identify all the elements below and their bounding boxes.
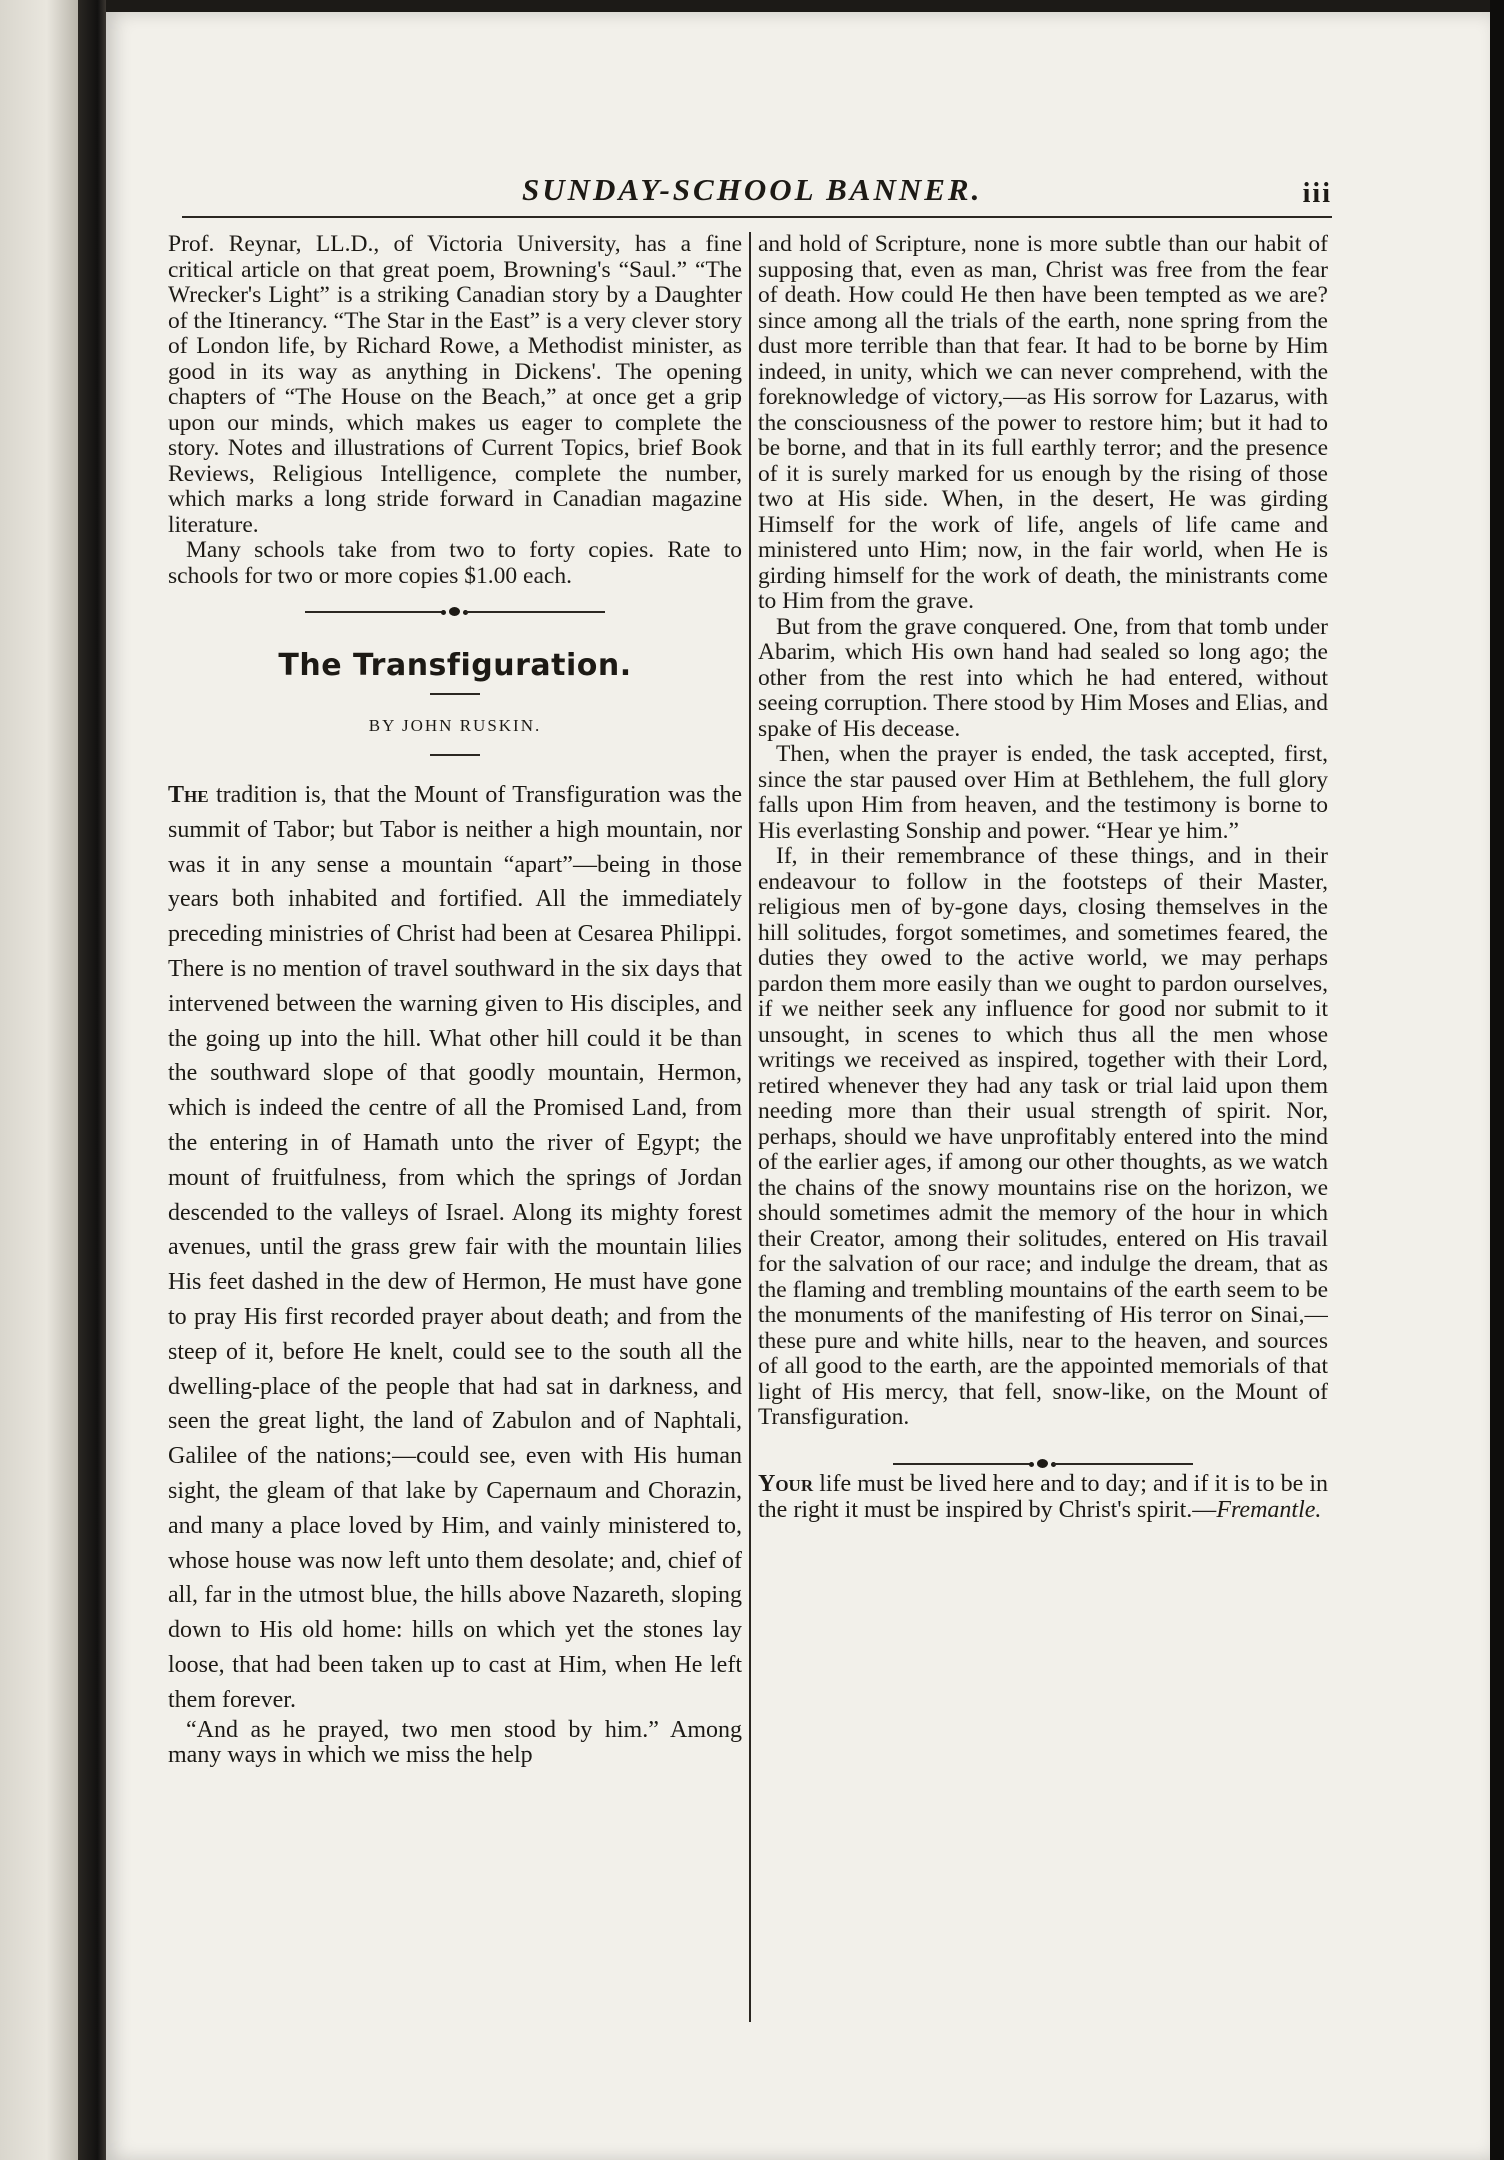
page-number: iii	[1302, 178, 1332, 209]
ornament-dot	[449, 607, 460, 616]
article-paragraph: If, in their remembrance of these things, and in their endeavour to follow in the footsteps of their Master, religious men of by-gone days, closing themselves in the hill solitudes, forgot sometimes, and sometimes feared, the duties they owed to the active world, we may perhaps pardon them more easily than we ought to pardon ourselves, if we neither seek any influence for good nor submit to it unsought, in scenes to which thus all the men whose writings we received as inspired, together with their Lord, retired whenever they had any task or trial laid upon them needing more than their usual strength of spirit. Nor, perhaps, should we have unprofitably entered into the mind of the earlier ages, if among our other thoughts, as we watch the chains of the snowy mountains rise on the horizon, we should sometimes admit the memory of the hour in which their Creator, among their solitudes, entered on His travail for the salvation of our race; and indulge the dream, that as the flaming and trembling mountains of the earth seem to be the monuments of the manifesting of His terror on Sinai,—these pure and white hills, near to the heaven, and sources of all good to the earth, are the appointed memorials of that light of His mercy, that fell, snow-like, on the Mount of Transfiguration.	[758, 843, 1328, 1430]
article-paragraph: and hold of Scripture, none is more subtle than our habit of supposing that, even as man, Christ was free from the fear of death. How could He then have been tempted as we are? since among all the trials of the earth, none spring from the dust more terrible than that fear. It had to be borne by Him indeed, in unity, which we can never comprehend, with the foreknowledge of victory,—as His sorrow for Lazarus, with the consciousness of the power to restore him; but it had to be borne, and that in its full earthly terror; and the presence of it is surely marked for us enough by the rising of those two at His side. When, in the desert, He was girding Himself for the work of life, angels of life came and ministered unto Him; now, in the fair world, when He is girding himself for the work of death, the ministrants come to Him from the grave.	[758, 232, 1328, 614]
right-column	[758, 232, 1328, 2052]
column-rule	[749, 232, 751, 2022]
article-paragraph: But from the grave conquered. One, from that tomb under Abarim, which His own hand had sealed so long ago; the other from the rest into which he had entered, without seeing corruption. There stood by Him Moses and Elias, and spake of His decease.	[758, 613, 1328, 742]
title-rule	[430, 693, 480, 695]
section-ornament	[893, 1457, 1193, 1471]
byline-rule	[430, 754, 480, 756]
ornament-line-right	[1053, 1463, 1193, 1465]
byline: BY JOHN RUSKIN.	[368, 715, 542, 735]
ornament-dot	[1037, 1459, 1048, 1468]
page-edge-shadow	[1490, 0, 1504, 2160]
closing-text: life must be lived here and to day; and if it is to be in the right it must be inspired by Christ's spirit.—	[758, 1470, 1328, 1523]
ornament-line-left	[893, 1463, 1033, 1465]
ornament-dot-small	[441, 610, 446, 615]
ornament-line-left	[305, 611, 445, 613]
lead-word: The	[168, 782, 209, 808]
closing-attribution: Fremantle.	[1216, 1496, 1322, 1523]
article-paragraph-text: tradition is, that the Mount of Transfiguration was the summit of Tabor; but Tabor is neither a high mountain, nor was it in any sense a mountain “apart”—being in those years both inhabited and fortified. All the immediately preceding ministries of Christ had been at Cesarea Philippi. There is no mention of travel southward in the six days that intervened between the warning given to His disciples, and the going up into the hill. What other hill could it be than the southward slope of that goodly mountain, Hermon, which is indeed the centre of all the Promised Land, from the entering in of Hamath unto the river of Egypt;	[168, 782, 742, 1156]
article-paragraph: “And as he prayed, two men stood by him.” Among many ways in which we miss the help	[168, 1716, 742, 1768]
book-gutter	[78, 0, 106, 2160]
article-paragraph-text: the mount of fruitfulness, from which the springs of Jordan descended to the valleys of Israel. Along its mighty forest avenues, until the grass grew fair with the mountain lilies His feet dashed in the dew of Hermon, He must have gone to pray His first recorded prayer about death; and from the steep of it, before He knelt, could see to the south all the dwelling-place of the people that had sat in darkness, and seen the great light, the land of Zabulon and of Naphtali, Galilee of the nations;—could see, even with His human sight, the gleam of that lake by Capernaum and Chorazin, and many a place loved by Him, and vainly ministered to, whose house was now left unto them desolate; and, chief of all, far in the utmost blue, the hills above Nazareth, sloping down to His old home: hills on which yet the stones lay loose, that had been taken up to cast at Him, when He left them forever.	[168, 1129, 742, 1713]
left-column	[168, 232, 742, 2052]
rate-paragraph: Many schools take from two to forty copies. Rate to schools for two or more copies $1.00 each.	[168, 537, 742, 589]
closing-quote	[758, 1471, 1328, 1523]
article-paragraph: Then, when the prayer is ended, the task accepted, first, since the star paused over Him at Bethlehem, the full glory falls upon Him from heaven, and the testimony is borne to His everlasting Sonship and power. “Hear ye him.”	[758, 741, 1328, 844]
article-title: The Transfiguration.	[278, 648, 632, 683]
article-paragraph	[168, 778, 742, 1718]
running-title: SUNDAY-SCHOOL BANNER.	[522, 172, 983, 207]
closing-lead-word: Your	[758, 1470, 814, 1497]
ornament-line-right	[465, 611, 605, 613]
section-ornament	[305, 605, 605, 619]
ornament-dot-small	[1029, 1462, 1034, 1467]
intro-paragraph: Prof. Reynar, LL.D., of Victoria University, has a fine critical article on that great poem, Browning's “Saul.” “The Wrecker's Light” is a striking Canadian story by a Daughter of the Itinerancy. “The Star in the East” is a very clever story of London life, by Richard Rowe, a Methodist minister, as good in its way as anything in Dickens'. The opening chapters of “The House on the Beach,” at once get a grip upon our minds, which makes us eager to complete the story. Notes and illustrations of Current Topics, brief Book Reviews, Religious Intelligence, complete the number, which marks a long stride forward in Canadian magazine literature.	[168, 232, 742, 538]
article-body	[168, 778, 742, 1768]
running-head	[182, 172, 1332, 218]
facing-page-edge	[0, 0, 78, 2160]
